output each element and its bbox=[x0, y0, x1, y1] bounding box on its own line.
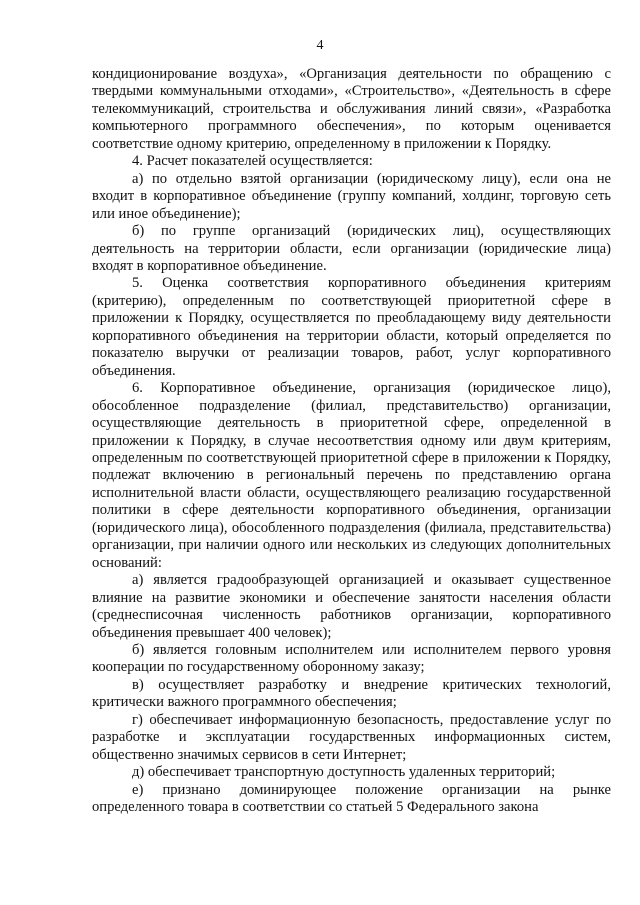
paragraph-item-6d: д) обеспечивает транспортную доступность удаленных территорий; bbox=[132, 764, 556, 781]
paragraph-item-6: 6. Корпоративное объединение, организация (юридическое лицо), обособленное подразделение (филиал, представительство) организации, осуществляющие деятельность в приоритетной сфере, определенной в приложении к Порядку, в случае несоответствия одному или двум критериям, определенным по соответствующей приоритетной сфере в приложении к Порядку, подлежат включению в региональный перечень по представлению органа исполнительной власти области, осуществляющего реализацию государственной политики в сфере деятельности корпоративного объединения, организации (юридического лица), обособленного подразделения (филиала, представительства) организации, при наличии одного или нескольких из следующих дополнительных оснований: bbox=[92, 380, 611, 571]
paragraph-item-6a: а) является градообразующей организацией и оказывает существенное влияние на развитие экономики и обеспечение занятости населения области (среднесписочная численность работников организации, корпоративного объединения превышает 400 человек); bbox=[92, 572, 611, 641]
paragraph-item-4b: б) по группе организаций (юридических лиц), осуществляющих деятельность на территории области, если организации (юридические лица) входят в корпоративное объединение. bbox=[92, 223, 611, 274]
paragraph-continuation: кондиционирование воздуха», «Организация деятельности по обращению с твердыми коммунальными отходами», «Строительство», «Деятельность в сфере телекоммуникаций, строительства и обслуживания линий связи», «Разработка компьютерного программного обеспечения», по которым оценивается соответствие одному критерию, определенному в приложении к Порядку. bbox=[92, 66, 611, 152]
paragraph-item-5: 5. Оценка соответствия корпоративного объединения критериям (критерию), определенным по соответствующей приоритетной сфере в приложении к Порядку, осуществляется по преобладающему виду деятельности корпоративного объединения на территории области, который определяется по показателю выручки от реализации товаров, работ, услуг корпоративного объединения. bbox=[92, 275, 611, 379]
page-number: 4 bbox=[316, 38, 324, 53]
paragraph-item-4: 4. Расчет показателей осуществляется: bbox=[132, 153, 373, 170]
document-body bbox=[92, 66, 611, 816]
paragraph-item-6b: б) является головным исполнителем или исполнителем первого уровня кооперации по государственному оборонному заказу; bbox=[92, 641, 611, 676]
paragraph-item-6e: е) признано доминирующее положение организации на рынке определенного товара в соответствии со статьей 5 Федерального закона bbox=[92, 781, 611, 816]
paragraph-item-4a: а) по отдельно взятой организации (юридическому лицу), если она не входит в корпоративное объединение (группу компаний, холдинг, торговую сеть или иное объединение); bbox=[92, 170, 611, 222]
paragraph-item-6g: г) обеспечивает информационную безопасность, предоставление услуг по разработке и эксплуатации государственных информационных систем, общественно значимых сервисов в сети Интернет; bbox=[92, 711, 611, 763]
paragraph-item-6v: в) осуществляет разработку и внедрение критических технологий, критически важного программного обеспечения; bbox=[92, 676, 611, 711]
